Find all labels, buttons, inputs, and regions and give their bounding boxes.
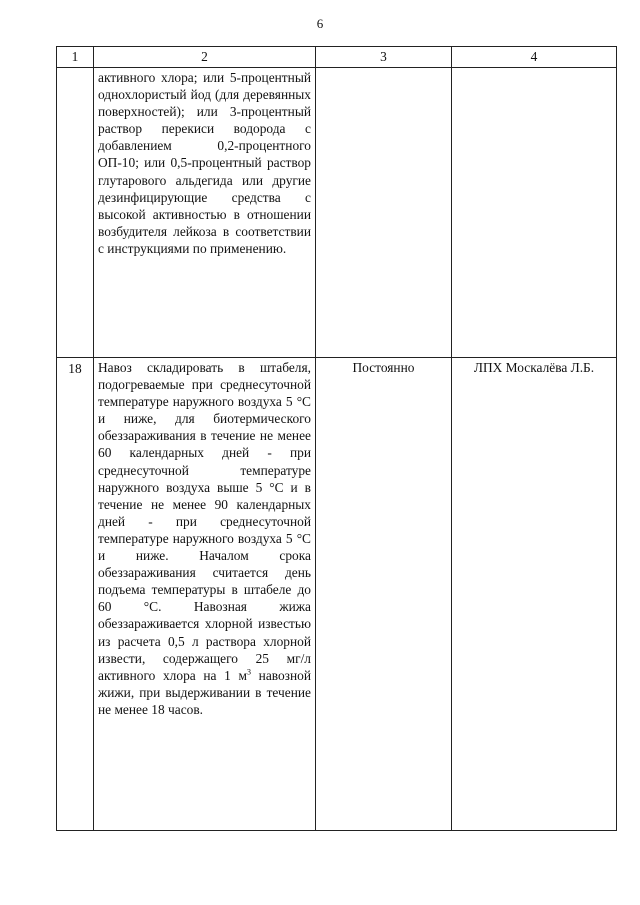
deadline-cell [316,68,452,358]
row-number-cell [57,68,94,358]
column-header-4: 4 [452,47,617,68]
table-header-row [57,47,617,68]
measure-text-part2: навозной жижи, при выдерживании в течение не менее 18 часов. [98,667,312,717]
page-number: 6 [316,16,324,31]
cubic-superscript: 3 [246,667,251,677]
measure-text: активного хлора; или 5-процентный однохлористый йод (для деревянных поверхностей); или 3-процентный раствор перекиси водорода с добавлением 0,2-процентного ОП-10; или 0,5-процентный раствор глутарового альдегида или другие дезинфицирующие средства с высокой активностью в отношении возбудителя лейкоза в соответствии с инструкциями по применению. [98,70,311,256]
measure-text [98,358,311,718]
table-row [57,68,617,358]
measures-table [56,46,617,831]
deadline-cell: Постоянно [316,358,452,831]
measure-text-part1: Навоз складировать в штабеля, подогреваемые при среднесуточной температуре наружного воздуха 5 °С и ниже, для биотермического обеззараживания в течение не менее 60 календарных дней - при среднесуточной температуре наружного воздуха выше 5 °С и в течение не менее 90 календарных дней - при среднесуточной температуре наружного воздуха 5 °С и ниже. Началом срока обеззараживания считается день подъема температуры в штабеле до 60 °С. Навозная жижа обеззараживается хлорной известью из расчета 0,5 л раствора хлорной извести, содержащего 25 мг/л активного хлора на 1 м [98,360,311,683]
responsible-cell: ЛПХ Москалёва Л.Б. [452,358,617,831]
table-row [57,358,617,831]
row-number-cell: 18 [57,358,94,831]
column-header-2: 2 [94,47,316,68]
column-header-3: 3 [316,47,452,68]
measure-cell [94,68,316,358]
column-header-1: 1 [57,47,94,68]
measure-cell [94,358,316,831]
responsible-cell [452,68,617,358]
